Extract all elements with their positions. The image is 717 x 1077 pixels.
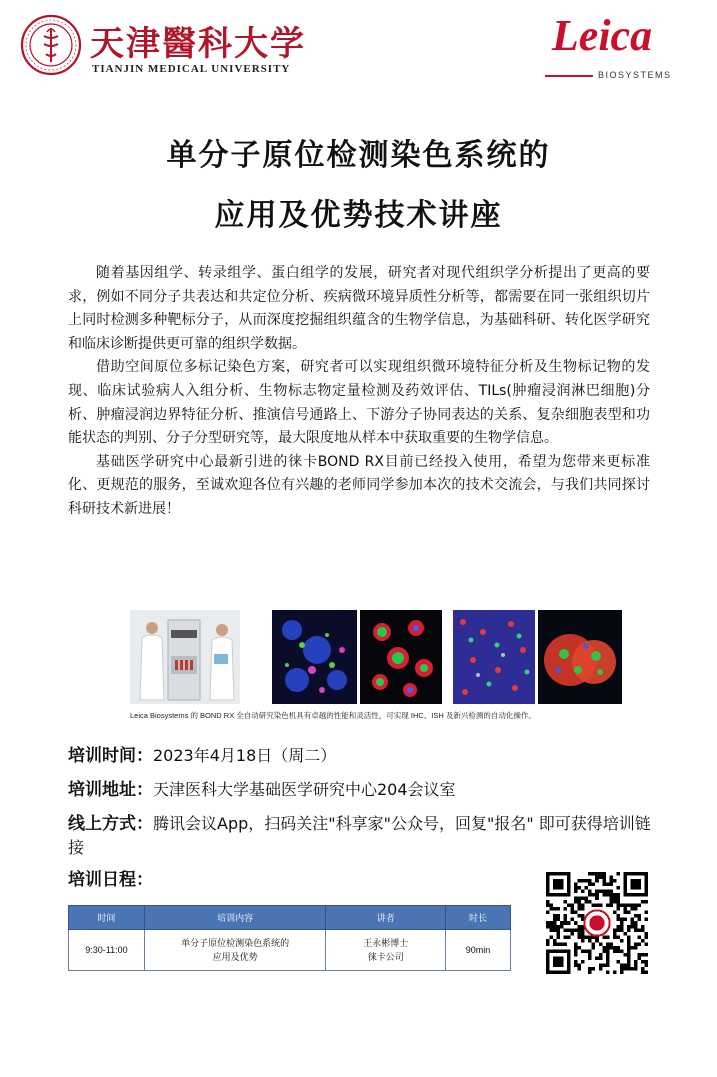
cell-duration: 90min [446, 930, 511, 971]
cell-content-line2: 应用及优势 [212, 952, 258, 962]
svg-text:Leica: Leica [551, 11, 653, 60]
training-place-value: 天津医科大学基础医学研究中心204会议室 [153, 780, 456, 799]
image-strip [130, 610, 622, 706]
col-header-time: 时间 [69, 906, 145, 930]
training-online [68, 812, 658, 859]
col-header-duration: 时长 [446, 906, 511, 930]
page-title-line2: 应用及优势技术讲座 [214, 198, 503, 233]
university-seal-icon [20, 14, 82, 76]
cell-speaker [326, 930, 446, 971]
schedule-table [68, 905, 511, 971]
paragraph-1: 随着基因组学、转录组学、蛋白组学的发展，研究者对现代组织学分析提出了更高的要求，例如不同分子共表达和共定位分析、疾病微环境异质性分析等，都需要在同一张组织切片上同时检测多种靶标分子，从而深度挖掘组织蕴含的生物学信息，为基础科研、转化医学研究和临床诊断提供更可靠的组织学数据。 [68, 265, 650, 352]
cell-content-line1: 单分子原位检测染色系统的 [181, 938, 290, 948]
cell-speaker-line1: 王永彬博士 [363, 938, 409, 948]
qr-code-icon[interactable] [546, 872, 648, 974]
col-header-content: 培训内容 [144, 906, 326, 930]
col-header-speaker: 讲者 [326, 906, 446, 930]
header [0, 0, 717, 90]
training-place-label: 培训地址： [68, 780, 153, 800]
lab-photo-image [130, 610, 240, 704]
training-time-label: 培训时间： [68, 746, 153, 766]
leica-divider [545, 75, 593, 77]
fluorescence-image-1 [272, 610, 357, 704]
training-time-value: 2023年4月18日（周二） [153, 746, 337, 765]
training-schedule-label: 培训日程： [68, 870, 153, 890]
leica-subtitle: BIOSYSTEMS [598, 70, 672, 80]
fluorescence-image-4 [538, 610, 622, 704]
fluorescence-image-2 [360, 610, 442, 704]
schedule-header-row [69, 906, 511, 930]
training-place [68, 778, 658, 802]
cell-content [144, 930, 326, 971]
university-name-cn: 天津醫科大学 [90, 24, 306, 64]
image-caption: Leica Biosystems 的 BOND RX 全自动研究染色机具有卓越的性能和灵活性，可实现 IHC、ISH 及新兴检测的自动化操作。 [130, 711, 536, 720]
training-online-value: 腾讯会议App，扫码关注"科享家"公众号，回复"报名" 即可获得培训链接 [68, 814, 651, 857]
fluorescence-image-3 [453, 610, 535, 704]
leica-logo-icon [544, 8, 660, 62]
cell-speaker-line2: 徕卡公司 [367, 952, 404, 962]
table-row [69, 930, 511, 971]
page-title-line1: 单分子原位检测染色系统的 [166, 138, 551, 173]
intro-text [68, 262, 650, 522]
university-name-en: TIANJIN MEDICAL UNIVERSITY [92, 63, 291, 75]
cell-time: 9:30-11:00 [69, 930, 145, 971]
training-online-label: 线上方式： [68, 814, 153, 834]
paragraph-3: 基础医学研究中心最新引进的徕卡BOND RX目前已经投入使用，希望为您带来更标准化、更规范的服务，至诚欢迎各位有兴趣的老师同学参加本次的技术交流会，与我们共同探讨科研技术新进展！ [68, 453, 650, 517]
paragraph-2: 借助空间原位多标记染色方案，研究者可以实现组织微环境特征分析及生物标记物的发现、临床试验病人入组分析、生物标志物定量检测及药效评估、TILs(肿瘤浸润淋巴细胞)分析、肿瘤浸润边界特征分析、推演信号通路上、下游分子协同表达的关系、复杂细胞表型和功能状态的判别、分子分型研究等，最大限度地从样本中获取重要的生物学信息。 [68, 359, 650, 447]
training-time [68, 744, 658, 768]
